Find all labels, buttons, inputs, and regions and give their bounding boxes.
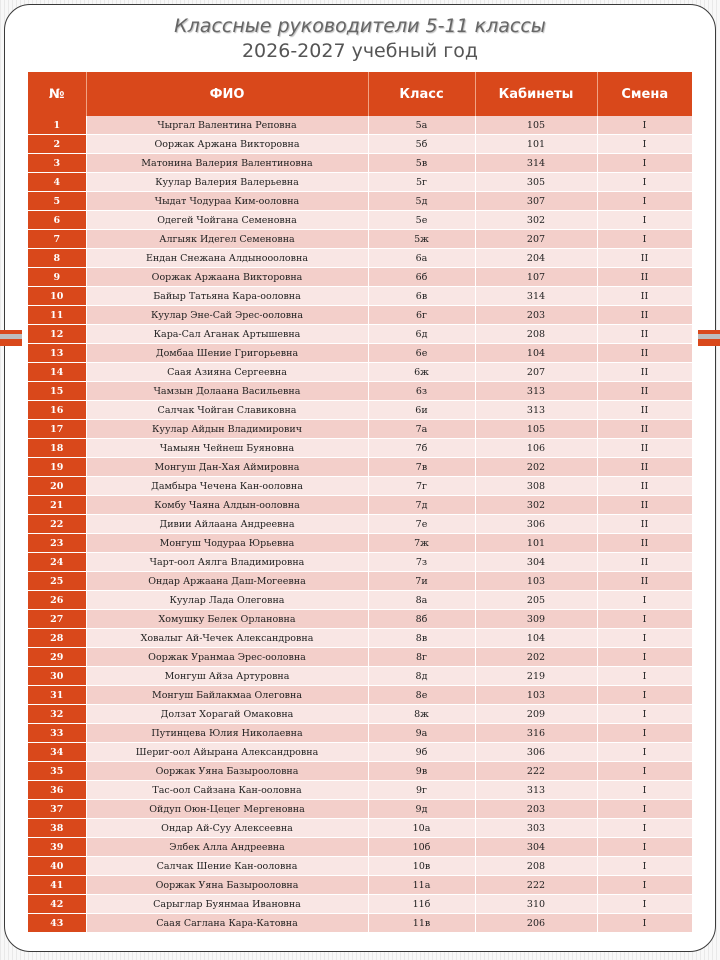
cell-number: 14 [28, 363, 86, 382]
cell-number: 8 [28, 249, 86, 268]
cell-name: Салчак Шение Кан-ооловна [86, 857, 368, 876]
cell-name: Долзат Хорагай Омаковна [86, 705, 368, 724]
cell-number: 34 [28, 743, 86, 762]
cell-number: 35 [28, 762, 86, 781]
cell-name: Ондар Ай-Суу Алексеевна [86, 819, 368, 838]
cell-shift: I [597, 686, 692, 705]
cell-room: 222 [475, 762, 597, 781]
table-row [28, 800, 692, 819]
cell-shift: I [597, 591, 692, 610]
cell-room: 313 [475, 781, 597, 800]
cell-room: 302 [475, 211, 597, 230]
cell-room: 207 [475, 230, 597, 249]
cell-shift: I [597, 116, 692, 135]
table-row [28, 192, 692, 211]
cell-name: Сарыглар Буянмаа Ивановна [86, 895, 368, 914]
cell-class: 6е [368, 344, 475, 363]
table-row [28, 306, 692, 325]
table-row [28, 515, 692, 534]
cell-number: 5 [28, 192, 86, 211]
table-row [28, 724, 692, 743]
cell-class: 8г [368, 648, 475, 667]
cell-number: 31 [28, 686, 86, 705]
table-row [28, 838, 692, 857]
cell-number: 39 [28, 838, 86, 857]
cell-number: 15 [28, 382, 86, 401]
cell-shift: I [597, 857, 692, 876]
page-header [0, 14, 720, 64]
table-row [28, 477, 692, 496]
cell-number: 24 [28, 553, 86, 572]
cell-shift: I [597, 800, 692, 819]
cell-number: 2 [28, 135, 86, 154]
cell-number: 30 [28, 667, 86, 686]
cell-number: 20 [28, 477, 86, 496]
cell-room: 208 [475, 857, 597, 876]
cell-name: Комбу Чаяна Алдын-ооловна [86, 496, 368, 515]
cell-number: 43 [28, 914, 86, 933]
cell-number: 42 [28, 895, 86, 914]
cell-number: 19 [28, 458, 86, 477]
cell-shift: II [597, 249, 692, 268]
cell-name: Домбаа Шение Григорьевна [86, 344, 368, 363]
cell-number: 21 [28, 496, 86, 515]
cell-shift: II [597, 382, 692, 401]
cell-class: 7г [368, 477, 475, 496]
cell-class: 7и [368, 572, 475, 591]
cell-shift: II [597, 515, 692, 534]
cell-class: 10б [368, 838, 475, 857]
cell-class: 9г [368, 781, 475, 800]
table-row [28, 496, 692, 515]
cell-class: 5ж [368, 230, 475, 249]
table-row [28, 553, 692, 572]
cell-room: 208 [475, 325, 597, 344]
cell-number: 16 [28, 401, 86, 420]
header-room: Кабинеты [475, 72, 597, 116]
cell-name: Куулар Валерия Валерьевна [86, 173, 368, 192]
cell-class: 5г [368, 173, 475, 192]
cell-name: Чамыян Чейнеш Буяновна [86, 439, 368, 458]
cell-class: 7а [368, 420, 475, 439]
cell-name: Матонина Валерия Валентиновна [86, 154, 368, 173]
cell-room: 205 [475, 591, 597, 610]
table-row [28, 686, 692, 705]
cell-room: 306 [475, 743, 597, 762]
cell-class: 7е [368, 515, 475, 534]
cell-shift: II [597, 287, 692, 306]
cell-class: 11в [368, 914, 475, 933]
cell-class: 6ж [368, 363, 475, 382]
table-row [28, 743, 692, 762]
cell-name: Куулар Лада Олеговна [86, 591, 368, 610]
table-row [28, 705, 692, 724]
cell-name: Чыдат Чодураа Ким-ооловна [86, 192, 368, 211]
cell-name: Монгуш Дан-Хая Аймировна [86, 458, 368, 477]
cell-class: 7в [368, 458, 475, 477]
cell-number: 17 [28, 420, 86, 439]
cell-shift: I [597, 838, 692, 857]
table-row [28, 211, 692, 230]
table-row [28, 876, 692, 895]
cell-shift: I [597, 135, 692, 154]
cell-name: Чамзын Долаана Васильевна [86, 382, 368, 401]
cell-shift: I [597, 211, 692, 230]
cell-class: 10а [368, 819, 475, 838]
cell-room: 314 [475, 154, 597, 173]
cell-shift: II [597, 325, 692, 344]
cell-number: 28 [28, 629, 86, 648]
cell-room: 103 [475, 686, 597, 705]
cell-number: 40 [28, 857, 86, 876]
cell-shift: I [597, 154, 692, 173]
cell-room: 106 [475, 439, 597, 458]
table-row [28, 439, 692, 458]
cell-room: 316 [475, 724, 597, 743]
cell-room: 306 [475, 515, 597, 534]
cell-class: 11а [368, 876, 475, 895]
table-row [28, 629, 692, 648]
cell-room: 302 [475, 496, 597, 515]
cell-name: Куулар Эне-Сай Эрес-ооловна [86, 306, 368, 325]
cell-class: 6г [368, 306, 475, 325]
cell-number: 22 [28, 515, 86, 534]
cell-class: 5в [368, 154, 475, 173]
table-row [28, 572, 692, 591]
table-row [28, 610, 692, 629]
cell-shift: II [597, 477, 692, 496]
cell-room: 203 [475, 306, 597, 325]
cell-shift: II [597, 268, 692, 287]
cell-room: 101 [475, 534, 597, 553]
cell-shift: II [597, 534, 692, 553]
cell-room: 314 [475, 287, 597, 306]
cell-shift: I [597, 876, 692, 895]
cell-shift: I [597, 895, 692, 914]
cell-class: 11б [368, 895, 475, 914]
table-row [28, 819, 692, 838]
cell-class: 8е [368, 686, 475, 705]
cell-name: Монгуш Чодураа Юрьевна [86, 534, 368, 553]
cell-name: Саая Азияна Сергеевна [86, 363, 368, 382]
header-name: ФИО [86, 72, 368, 116]
cell-room: 206 [475, 914, 597, 933]
cell-shift: I [597, 173, 692, 192]
cell-room: 107 [475, 268, 597, 287]
cell-shift: II [597, 344, 692, 363]
cell-room: 204 [475, 249, 597, 268]
cell-shift: I [597, 648, 692, 667]
table-row [28, 420, 692, 439]
cell-class: 8б [368, 610, 475, 629]
cell-room: 304 [475, 553, 597, 572]
cell-number: 13 [28, 344, 86, 363]
cell-room: 202 [475, 458, 597, 477]
cell-room: 222 [475, 876, 597, 895]
cell-shift: I [597, 762, 692, 781]
table-row [28, 173, 692, 192]
cell-shift: I [597, 610, 692, 629]
cell-shift: I [597, 914, 692, 933]
table-row [28, 667, 692, 686]
cell-name: Ооржак Уяна Базырооловна [86, 762, 368, 781]
cell-shift: II [597, 572, 692, 591]
cell-room: 309 [475, 610, 597, 629]
table-row [28, 249, 692, 268]
cell-number: 41 [28, 876, 86, 895]
cell-class: 10в [368, 857, 475, 876]
table-header-row [28, 72, 692, 116]
cell-number: 23 [28, 534, 86, 553]
cell-name: Монгуш Айза Артуровна [86, 667, 368, 686]
cell-number: 18 [28, 439, 86, 458]
table-row [28, 401, 692, 420]
cell-shift: II [597, 420, 692, 439]
cell-name: Ондар Аржаана Даш-Могеевна [86, 572, 368, 591]
cell-room: 308 [475, 477, 597, 496]
cell-name: Ойдуп Оюн-Цецег Мергеновна [86, 800, 368, 819]
cell-room: 303 [475, 819, 597, 838]
cell-room: 304 [475, 838, 597, 857]
cell-number: 25 [28, 572, 86, 591]
cell-shift: II [597, 401, 692, 420]
cell-number: 9 [28, 268, 86, 287]
table-row [28, 344, 692, 363]
cell-class: 7д [368, 496, 475, 515]
cell-class: 8в [368, 629, 475, 648]
cell-class: 9д [368, 800, 475, 819]
cell-number: 32 [28, 705, 86, 724]
cell-class: 5д [368, 192, 475, 211]
cell-name: Ендан Снежана Алдыноооловна [86, 249, 368, 268]
cell-number: 4 [28, 173, 86, 192]
cell-name: Чарт-оол Аялга Владимировна [86, 553, 368, 572]
cell-class: 7з [368, 553, 475, 572]
cell-name: Байыр Татьяна Кара-ооловна [86, 287, 368, 306]
cell-class: 6и [368, 401, 475, 420]
cell-room: 307 [475, 192, 597, 211]
cell-shift: I [597, 819, 692, 838]
cell-room: 207 [475, 363, 597, 382]
cell-shift: I [597, 724, 692, 743]
cell-shift: I [597, 705, 692, 724]
cell-room: 105 [475, 420, 597, 439]
cell-number: 10 [28, 287, 86, 306]
cell-name: Ооржак Аржана Викторовна [86, 135, 368, 154]
cell-shift: I [597, 667, 692, 686]
cell-number: 1 [28, 116, 86, 135]
page-subtitle: 2026-2027 учебный год [241, 40, 479, 62]
table-row [28, 116, 692, 135]
table-row [28, 458, 692, 477]
cell-room: 103 [475, 572, 597, 591]
table-row [28, 230, 692, 249]
table-body [28, 116, 692, 933]
cell-name: Кара-Сал Аганак Артышевна [86, 325, 368, 344]
cell-name: Саая Сагланa Кара-Катовна [86, 914, 368, 933]
cell-shift: II [597, 306, 692, 325]
cell-room: 313 [475, 382, 597, 401]
table-row [28, 363, 692, 382]
cell-name: Ооржак Аржаана Викторовна [86, 268, 368, 287]
right-edge-tab [698, 330, 720, 346]
cell-class: 6д [368, 325, 475, 344]
table-row [28, 648, 692, 667]
cell-room: 219 [475, 667, 597, 686]
cell-name: Одегей Чойгана Семеновна [86, 211, 368, 230]
cell-class: 7ж [368, 534, 475, 553]
page-title: Классные руководители 5-11 классы [174, 15, 546, 37]
cell-shift: I [597, 629, 692, 648]
cell-room: 101 [475, 135, 597, 154]
table-row [28, 287, 692, 306]
cell-name: Элбек Алла Андреевна [86, 838, 368, 857]
cell-class: 8а [368, 591, 475, 610]
cell-number: 3 [28, 154, 86, 173]
cell-room: 104 [475, 344, 597, 363]
table-row [28, 591, 692, 610]
cell-class: 6в [368, 287, 475, 306]
cell-name: Куулар Айдын Владимирович [86, 420, 368, 439]
cell-class: 7б [368, 439, 475, 458]
cell-class: 9а [368, 724, 475, 743]
cell-shift: II [597, 439, 692, 458]
cell-number: 12 [28, 325, 86, 344]
table-row [28, 154, 692, 173]
cell-class: 8ж [368, 705, 475, 724]
cell-number: 33 [28, 724, 86, 743]
cell-shift: I [597, 230, 692, 249]
cell-room: 313 [475, 401, 597, 420]
table-row [28, 914, 692, 933]
cell-shift: I [597, 192, 692, 211]
table-row [28, 268, 692, 287]
cell-number: 7 [28, 230, 86, 249]
header-shift: Смена [597, 72, 692, 116]
table-row [28, 895, 692, 914]
header-class: Класс [368, 72, 475, 116]
cell-room: 202 [475, 648, 597, 667]
cell-name: Путинцева Юлия Николаевна [86, 724, 368, 743]
cell-number: 27 [28, 610, 86, 629]
cell-number: 37 [28, 800, 86, 819]
cell-class: 5е [368, 211, 475, 230]
cell-name: Салчак Чойган Славиковна [86, 401, 368, 420]
cell-room: 105 [475, 116, 597, 135]
teachers-table [28, 72, 693, 933]
table-row [28, 534, 692, 553]
cell-name: Дамбыра Чечена Кан-ооловна [86, 477, 368, 496]
cell-number: 38 [28, 819, 86, 838]
table-row [28, 762, 692, 781]
cell-room: 104 [475, 629, 597, 648]
cell-name: Дивии Айлаана Андреевна [86, 515, 368, 534]
cell-number: 26 [28, 591, 86, 610]
cell-name: Ховалыг Ай-Чечек Александровна [86, 629, 368, 648]
cell-room: 203 [475, 800, 597, 819]
cell-room: 305 [475, 173, 597, 192]
cell-name: Чыргал Валентина Реповна [86, 116, 368, 135]
cell-class: 6з [368, 382, 475, 401]
cell-class: 9в [368, 762, 475, 781]
cell-room: 209 [475, 705, 597, 724]
cell-shift: I [597, 743, 692, 762]
table-row [28, 857, 692, 876]
table-row [28, 382, 692, 401]
cell-name: Хомушку Белек Орлановна [86, 610, 368, 629]
cell-class: 6б [368, 268, 475, 287]
left-edge-tab [0, 330, 22, 346]
cell-class: 8д [368, 667, 475, 686]
cell-shift: II [597, 496, 692, 515]
header-number: № [28, 72, 86, 116]
cell-shift: II [597, 553, 692, 572]
cell-name: Алгыяк Идегел Семеновна [86, 230, 368, 249]
cell-name: Ооржак Уранмаа Эрес-ооловна [86, 648, 368, 667]
cell-number: 11 [28, 306, 86, 325]
table-row [28, 135, 692, 154]
cell-number: 6 [28, 211, 86, 230]
cell-number: 36 [28, 781, 86, 800]
cell-number: 29 [28, 648, 86, 667]
table-row [28, 781, 692, 800]
cell-class: 9б [368, 743, 475, 762]
cell-name: Шериг-оол Айырана Александровна [86, 743, 368, 762]
cell-class: 5б [368, 135, 475, 154]
cell-class: 5а [368, 116, 475, 135]
cell-shift: II [597, 363, 692, 382]
cell-name: Ооржак Уяна Базырооловна [86, 876, 368, 895]
cell-room: 310 [475, 895, 597, 914]
table-row [28, 325, 692, 344]
cell-shift: II [597, 458, 692, 477]
cell-name: Тас-оол Сайзана Кан-ооловна [86, 781, 368, 800]
cell-class: 6а [368, 249, 475, 268]
cell-name: Монгуш Байлакмаа Олеговна [86, 686, 368, 705]
cell-shift: I [597, 781, 692, 800]
